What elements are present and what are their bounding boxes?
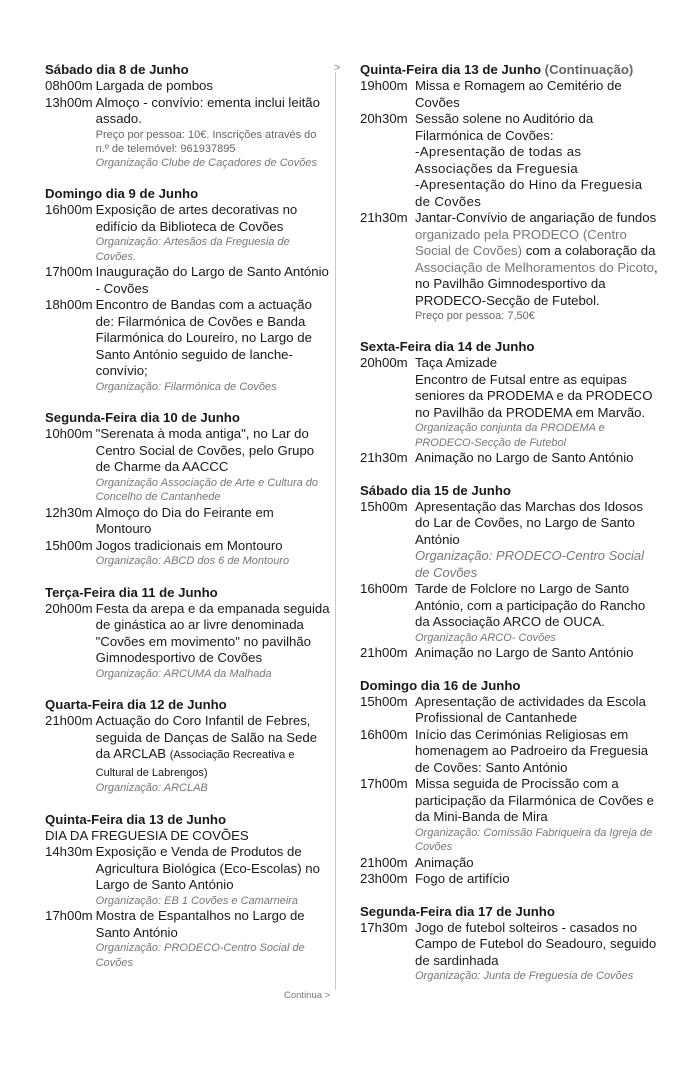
event-time: 17h00m <box>45 908 93 923</box>
day-title: Terça-Feira dia 11 de Junho <box>45 584 218 600</box>
event-item <box>360 210 660 323</box>
day-title: Quinta-Feira dia 13 de Junho <box>45 811 226 827</box>
event-detail-line: -Apresentação do Hino da Freguesia de Covões <box>415 177 643 209</box>
event-item <box>360 581 660 645</box>
day-block <box>45 697 330 796</box>
event-time: 23h00m <box>360 871 408 886</box>
event-description: Exposição de artes decorativas no edifício da Biblioteca de Covões <box>95 202 298 234</box>
event-item <box>45 538 330 569</box>
event-time: 17h30m <box>360 919 408 935</box>
event-description: Fogo de artifício <box>415 871 510 886</box>
event-description: Jogos tradicionais em Montouro <box>95 537 283 553</box>
event-description-small: (Associação Recreativa e Cultural de Labrengos) <box>95 749 295 779</box>
event-description: Taça Amizade <box>415 355 498 370</box>
day-title: Domingo dia 16 de Junho <box>360 677 521 693</box>
event-description: Sessão solene no Auditório da Filarmónica de Covões: <box>415 111 594 143</box>
continuation-arrow: > <box>334 62 341 74</box>
event-note: Preço por pessoa: 10€. Inscrições através do n.º de telemóvel: 961937895 <box>95 128 317 155</box>
event-item <box>360 450 660 467</box>
desc-part: Jantar-Convívio de angariação de fundos <box>415 210 657 225</box>
event-description: Animação <box>415 854 474 870</box>
event-organizer: Organização conjunta da PRODEMA e PRODECO-Secção de Futebol <box>415 422 605 449</box>
event-time: 17h00m <box>45 264 93 279</box>
event-note: Preço por pessoa: 7,50€ <box>415 310 535 322</box>
event-time: 14h30m <box>45 844 93 859</box>
event-time: 16h00m <box>45 202 93 217</box>
event-time: 20h30m <box>360 111 408 126</box>
day-block <box>45 812 330 971</box>
event-organizer: Organização: EB 1 Covões e Camarneira <box>95 894 299 907</box>
event-item <box>45 505 330 538</box>
day-block <box>360 62 660 323</box>
event-time: 21h00m <box>45 713 93 728</box>
event-organizer: Organização: PRODECO-Centro Social de Covões <box>415 548 645 580</box>
event-organizer: Organização ARCO- Covões <box>415 631 556 644</box>
left-column <box>45 62 330 986</box>
event-description: Festa da arepa e da empanada seguida de ginástica ao ar livre denominada "Covões em movimento" no pavilhão Gimnodesportivo de Covões <box>95 600 330 665</box>
event-item <box>360 776 660 855</box>
event-organizer: Organização Clube de Caçadores de Covões <box>95 156 318 169</box>
event-item <box>360 645 660 662</box>
event-item <box>45 202 330 264</box>
event-item <box>360 499 660 582</box>
event-description: Inauguração do Largo de Santo António - Covões <box>95 264 329 296</box>
event-item <box>360 355 660 450</box>
day-title-continuation: (Continuação) <box>544 62 634 77</box>
event-item <box>45 78 330 95</box>
event-description <box>415 210 660 309</box>
day-block <box>360 904 660 984</box>
day-block <box>360 483 660 662</box>
desc-part: com a colaboração da <box>522 243 656 258</box>
event-organizer: Organização: Artesãos da Freguesia de Covões. <box>95 236 290 263</box>
event-time: 15h00m <box>360 498 408 514</box>
event-time: 19h00m <box>360 78 408 93</box>
event-description: Apresentação das Marchas dos Idosos do Lar de Covões, no Largo de Santo António <box>415 498 643 547</box>
event-item <box>360 855 660 872</box>
event-description: Missa e Romagem ao Cemitério de Covões <box>415 78 622 110</box>
event-item <box>360 78 660 111</box>
day-title: Sábado dia 8 de Junho <box>45 62 189 77</box>
event-detail-line: -Apresentação de todas as Associações da Freguesia <box>415 144 582 176</box>
day-block <box>45 410 330 569</box>
event-time: 15h00m <box>360 693 408 709</box>
event-time: 18h00m <box>45 297 93 312</box>
event-time: 13h00m <box>45 94 93 110</box>
event-organizer: Organização: Filarmónica de Covões <box>95 380 277 393</box>
event-description <box>96 713 330 781</box>
day-title: Segunda-Feira dia 17 de Junho <box>360 903 555 919</box>
day-block <box>45 585 330 682</box>
event-item <box>45 844 330 908</box>
event-description: Tarde de Folclore no Largo de Santo António, com a participação do Rancho da Associação ARCO de OUCA. <box>415 581 646 629</box>
event-time: 20h00m <box>45 600 93 616</box>
event-organizer: Organização: ABCD dos 6 de Montouro <box>95 555 290 567</box>
day-block <box>45 62 330 170</box>
desc-part: , no Pavilhão Gimnodesportivo da PRODECO-Secção de Futebol. <box>415 259 658 308</box>
day-title: Sábado dia 15 de Junho <box>360 482 511 498</box>
event-item <box>45 426 330 505</box>
event-item <box>360 920 660 984</box>
day-title: Domingo dia 9 de Junho <box>45 186 199 201</box>
event-description: Exposição e Venda de Produtos de Agricultura Biológica (Eco-Escolas) no Largo de Santo António <box>95 844 320 892</box>
day-title: Quarta-Feira dia 12 de Junho <box>45 697 227 712</box>
event-time: 15h00m <box>45 537 93 553</box>
event-time: 16h00m <box>360 581 408 596</box>
event-time: 21h00m <box>360 645 408 660</box>
event-item <box>45 908 330 970</box>
event-organizer: Organização: ARCLAB <box>95 782 208 794</box>
event-organizer: Organização: Comissão Fabriqueira da Igreja de Covões <box>415 826 653 853</box>
event-description: Encontro de Bandas com a actuação de: Filarmónica de Covões e Banda Filarmónica do Loureiro, no Largo de Santo António seguido de lanche-convívio; <box>95 297 312 378</box>
event-description: Início das Cerimónias Religiosas em homenagem ao Padroeiro da Freguesia de Covões: Santo António <box>415 726 649 775</box>
day-title <box>360 62 660 78</box>
event-item <box>45 601 330 682</box>
column-divider <box>335 72 336 990</box>
event-description: Jogo de futebol solteiros - casados no Campo de Futebol do Seadouro, seguido de sardinhada <box>415 919 657 968</box>
event-description: Almoço do Dia do Feirante em Montouro <box>95 504 274 536</box>
event-description: Animação no Largo de Santo António <box>415 450 634 465</box>
event-organizer: Organização: PRODECO-Centro Social de Covões <box>95 942 305 969</box>
event-organizer: Organização: ARCUMA da Malhada <box>95 667 272 680</box>
event-time: 16h00m <box>360 726 408 742</box>
day-title: Segunda-Feira dia 10 de Junho <box>45 410 240 425</box>
desc-part-collaborator: Associação de Melhoramentos do Picoto <box>415 259 654 275</box>
event-time: 21h30m <box>360 450 408 465</box>
event-description: Missa seguida de Procissão com a participação da Filarmónica de Covões e da Mini-Banda de Mira <box>415 776 654 824</box>
event-item <box>45 95 330 171</box>
event-description: Largada de pombos <box>95 78 213 93</box>
event-organizer: Organização: Junta de Freguesia de Covões <box>415 970 634 982</box>
event-time: 08h00m <box>45 78 93 93</box>
continue-link[interactable]: Continua > <box>284 990 331 1001</box>
event-item <box>360 871 660 888</box>
event-description: Animação no Largo de Santo António <box>415 645 634 660</box>
day-block <box>360 339 660 467</box>
event-time: 12h30m <box>45 504 93 520</box>
event-item <box>45 713 330 796</box>
event-description-main: Actuação do Coro Infantil de Febres, seguida de Danças de Salão na Sede da ARCLAB <box>95 713 318 761</box>
event-item <box>360 694 660 727</box>
event-time: 21h30m <box>360 210 408 225</box>
event-detail-line: Encontro de Futsal entre as equipas seniores da PRODEMA e da PRODECO no Pavilhão da PRODEMA em Marvão. <box>415 371 653 420</box>
day-block <box>45 186 330 394</box>
event-time: 21h00m <box>360 854 408 870</box>
event-description: "Serenata à moda antiga", no Lar do Centro Social de Covões, pelo Grupo de Charme da AACCC <box>95 426 315 474</box>
event-description: Mostra de Espantalhos no Largo de Santo António <box>95 908 305 940</box>
desc-part-organizer: organizado pela PRODECO (Centro Social de Covões) <box>415 226 627 258</box>
event-description: Almoço - convívio: ementa inclui leitão assado. <box>95 94 320 126</box>
event-item <box>360 727 660 777</box>
day-title: Sexta-Feira dia 14 de Junho <box>360 339 535 354</box>
day-title-main: Quinta-Feira dia 13 de Junho <box>360 62 541 77</box>
day-subtitle: DIA DA FREGUESIA DE COVÕES <box>45 827 249 843</box>
right-column <box>360 62 660 1000</box>
event-item <box>45 297 330 394</box>
event-organizer: Organização Associação de Arte e Cultura do Concelho de Cantanhede <box>95 476 319 503</box>
event-time: 10h00m <box>45 426 93 441</box>
event-description: Apresentação de actividades da Escola Profissional de Cantanhede <box>415 693 646 725</box>
event-time: 17h00m <box>360 776 408 791</box>
day-block <box>360 678 660 888</box>
event-time: 20h00m <box>360 355 408 370</box>
event-item <box>45 264 330 297</box>
event-item <box>360 111 660 210</box>
